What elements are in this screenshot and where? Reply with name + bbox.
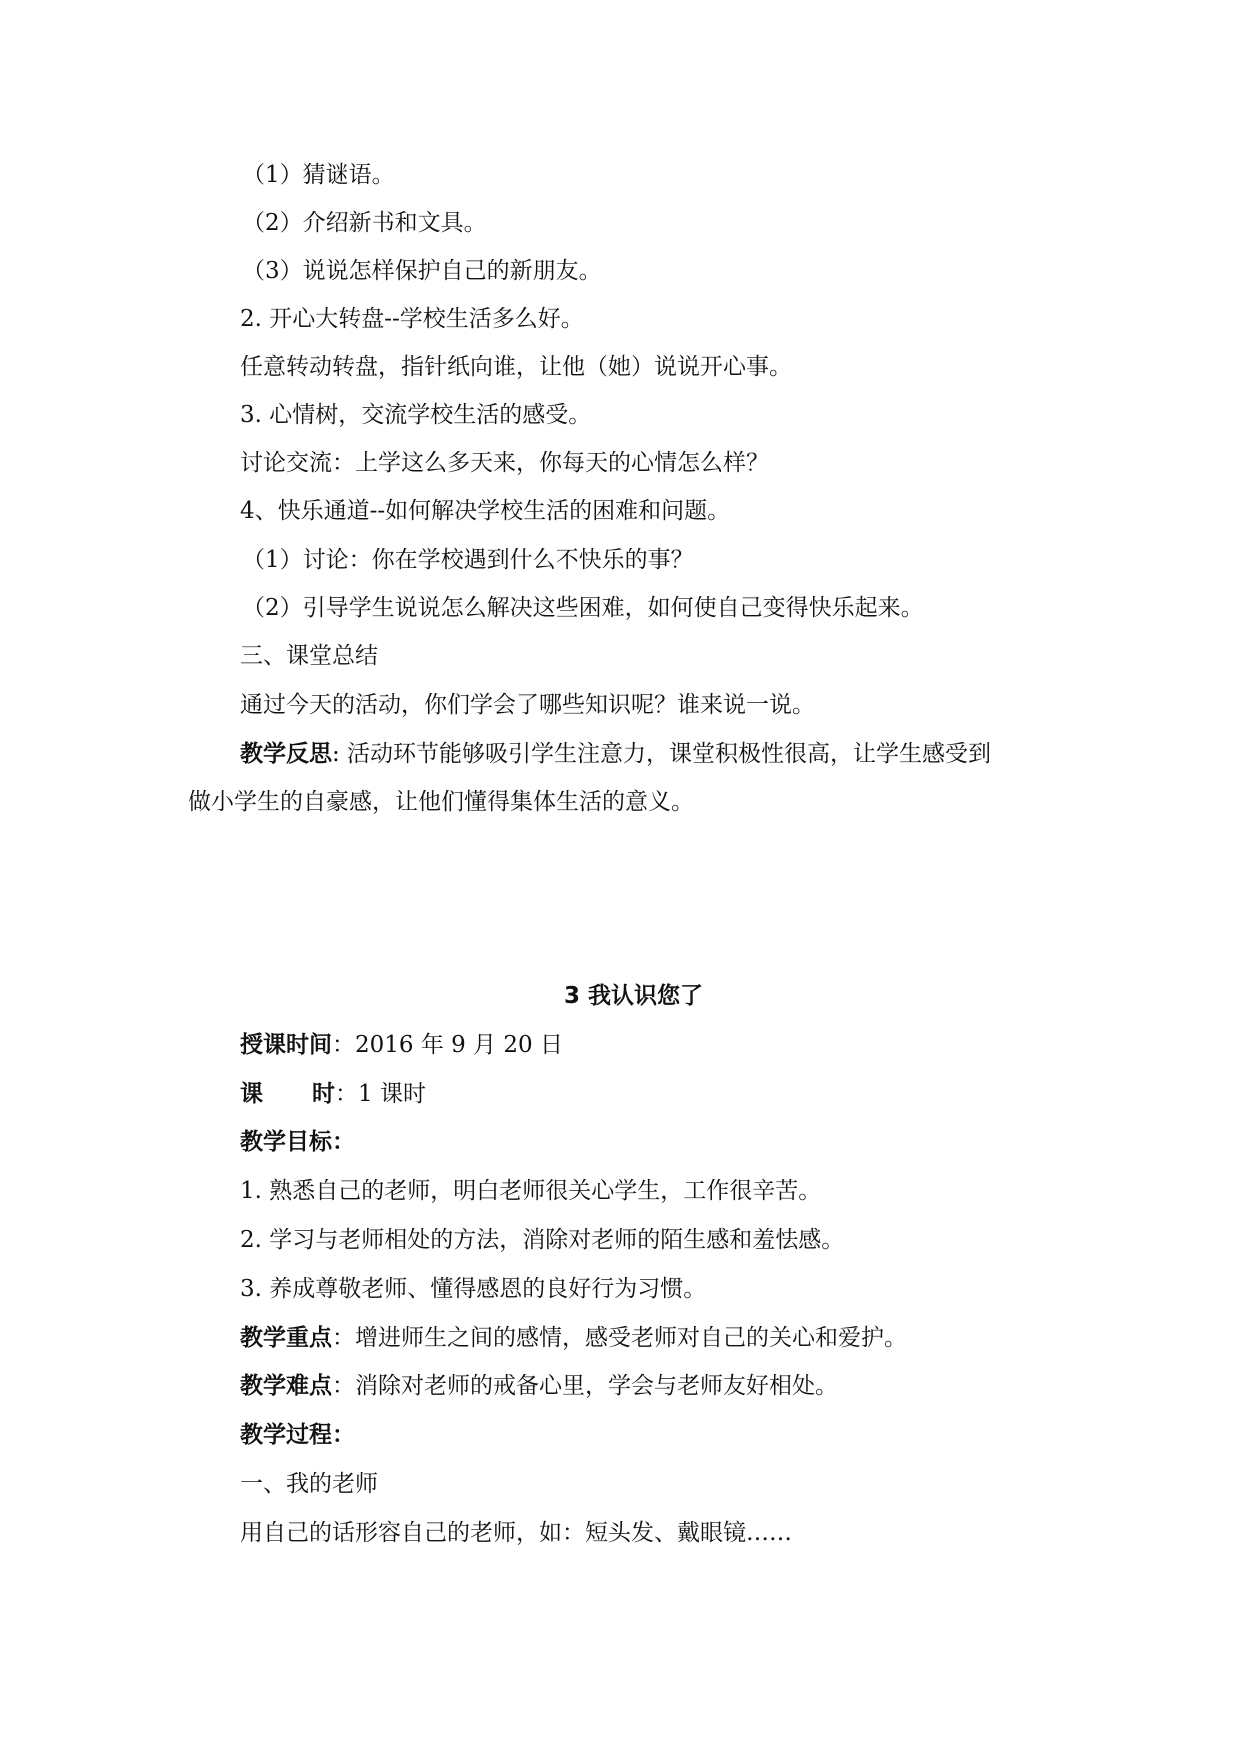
lesson-time-label: 授课时间: [240, 1032, 332, 1058]
activity-item-2: （2）介绍新书和文具。: [242, 210, 487, 236]
section-heading-3: 3. 心情树，交流学校生活的感受。: [240, 402, 592, 428]
goals-heading: 教学目标：: [240, 1129, 355, 1155]
goal-item-2: 2. 学习与老师相处的方法，消除对老师的陌生感和羞怯感。: [240, 1227, 845, 1253]
key-point: [240, 1323, 907, 1353]
lesson-title-text: 3 我认识您了: [563, 983, 703, 1009]
section-heading-2: 2. 开心大转盘--学校生活多么好。: [240, 306, 584, 332]
section-heading-summary: 三、课堂总结: [240, 643, 378, 669]
goal-item-3: 3. 养成尊敬老师、懂得感恩的良好行为习惯。: [240, 1276, 707, 1302]
process-section-1: 一、我的老师: [240, 1471, 378, 1497]
discussion-item-2: （2）引导学生说说怎么解决这些困难，如何使自己变得快乐起来。: [242, 595, 924, 621]
paragraph: 任意转动转盘，指针纸向谁，让他（她）说说开心事。: [240, 354, 792, 380]
lesson-period-value: ：1 课时: [335, 1081, 426, 1107]
lesson-title: [0, 981, 1241, 1011]
goal-item-1: 1. 熟悉自己的老师，明白老师很关心学生，工作很辛苦。: [240, 1178, 822, 1204]
process-heading: 教学过程：: [240, 1422, 355, 1448]
key-point-text: ：增进师生之间的感情，感受老师对自己的关心和爱护。: [332, 1325, 907, 1351]
lesson-time-value: ：2016 年 9 月 20 日: [332, 1032, 563, 1058]
difficulty-point: [240, 1371, 838, 1401]
difficulty-label: 教学难点: [240, 1373, 332, 1399]
lesson-period: [240, 1079, 426, 1109]
reflection-paragraph-cont: 做小学生的自豪感，让他们懂得集体生活的意义。: [188, 789, 694, 815]
reflection-paragraph: [240, 739, 991, 769]
key-point-label: 教学重点: [240, 1325, 332, 1351]
activity-item-3: （3）说说怎样保护自己的新朋友。: [242, 258, 602, 284]
lesson-period-label-1: 课: [240, 1081, 263, 1107]
reflection-text: : 活动环节能够吸引学生注意力，课堂积极性很高，让学生感受到: [332, 741, 992, 767]
difficulty-text: ：消除对老师的戒备心里，学会与老师友好相处。: [332, 1373, 838, 1399]
discussion-item-1: （1）讨论：你在学校遇到什么不快乐的事？: [242, 547, 694, 573]
activity-item-1: （1）猜谜语。: [242, 162, 395, 188]
lesson-period-label-2: 时: [312, 1081, 335, 1107]
section-heading-4: 4、快乐通道--如何解决学校生活的困难和问题。: [240, 498, 731, 524]
lesson-time: [240, 1030, 563, 1060]
paragraph: 用自己的话形容自己的老师，如：短头发、戴眼镜……: [240, 1520, 792, 1546]
paragraph: 讨论交流：上学这么多天来，你每天的心情怎么样？: [240, 450, 769, 476]
reflection-label: 教学反思: [240, 741, 332, 767]
paragraph: 通过今天的活动，你们学会了哪些知识呢？谁来说一说。: [240, 692, 815, 718]
